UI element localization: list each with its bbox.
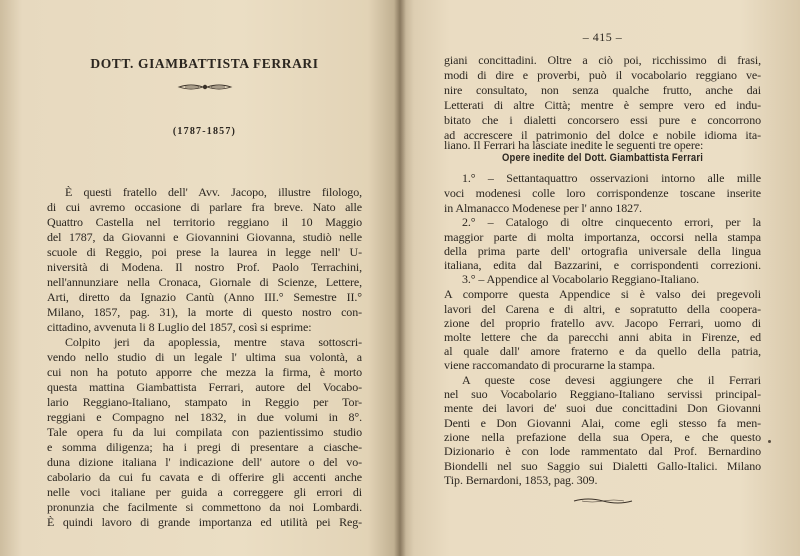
text-line: modi di dire e proverbi, può il vocabolario reggiano ve- — [444, 68, 761, 82]
text-line: cui non ha potuto apporre che mezza la firma, è morto — [47, 365, 362, 379]
text-line: bitato che i dialetti concorsero essi pure e concorrono — [444, 113, 761, 127]
text-line: del 1787, da Giovanni e Giovannini Giovanna, studiò nelle — [47, 230, 362, 244]
text-line: lario Reggiano-Italiano, stampato in Reggio per Tor- — [47, 395, 362, 409]
text-line: nelle voci italiane per guida a correggere gli errori di — [47, 485, 362, 499]
text-line: voci modenesi colle loro corrispondenze toscane inserite — [444, 186, 761, 200]
text-line: scuole di Reggio, poi prese la laurea in legge nell' U- — [47, 245, 362, 259]
text-line: Denti e Don Giovanni Alai, come egli stesso fa men- — [444, 416, 761, 430]
text-line: zione nella prefazione della sua Opera, e che questo — [444, 430, 761, 444]
text-line: zione del proprio fratello avv. Jacopo Ferrari, uomo di — [444, 316, 761, 330]
text-line: Letterati di altre Città; mentre è sempre vero ed indu- — [444, 98, 761, 112]
text-line: di cui avremo occasione di parlare fra breve. Nato alle — [47, 200, 362, 214]
life-dates: (1787-1857) — [172, 126, 237, 137]
text-line: Arti, diretto da Ignazio Cantù (Anno III.° Semestre II.° — [47, 290, 362, 304]
text-line: A queste cose devesi aggiungere che il Ferrari — [462, 373, 761, 387]
right-page — [400, 0, 800, 556]
text-line: Tale opera fu da lui compilata con pazientissimo studio — [47, 425, 362, 439]
text-line: giani concittadini. Oltre a ciò poi, ricchissimo di frasi, — [444, 53, 761, 67]
text-line: mente dei lavori de' suoi due concittadini Don Giovanni — [444, 401, 761, 415]
text-line: e somma diligenza; ha i pregi di presentare a ciasche- — [47, 440, 362, 454]
text-line: Dizionario è con lode rammentato dal Prof. Bernardino — [444, 444, 761, 458]
text-line: nire consultato, non senza qualche frutto, anche dai — [444, 83, 761, 97]
text-line: cabolario da cui fu cavata e di offerire gli accenti anche — [47, 470, 362, 484]
text-line: in Almanacco Modenese per l' anno 1827. — [444, 201, 642, 215]
page-number: – 415 – — [582, 30, 623, 44]
text-line: ad accrescere il patrimonio del dolce e nobile idioma ita- — [444, 128, 761, 142]
text-line: 1.° – Settantaquattro osservazioni intorno alle mille — [462, 171, 761, 185]
text-line: al quale dall' amore fraterno e da quello della patria, — [444, 344, 761, 358]
text-line: lavori del Carena e di altri, e sopratutto della coopera- — [444, 302, 761, 316]
text-line: reggiani e Compagno nel 1832, in due volumi in 8°. — [47, 410, 362, 424]
text-line: duna dizione italiana l' indicazione dell' autore o del vo- — [47, 455, 362, 469]
text-line: viene raccomandato di procurarne la stampa. — [444, 358, 655, 372]
text-line: Milano, 1857, pag. 31), la morte di questo nostro con- — [47, 305, 362, 319]
text-line: A comporre questa Appendice si è valso dei pregevoli — [444, 287, 761, 301]
text-line: 3.° – Appendice al Vocabolario Reggiano-Italiano. — [462, 272, 700, 286]
text-line: È questi fratello dell' Avv. Jacopo, illustre filologo, — [65, 185, 362, 199]
text-line: della prima parte dell' ortografia universale della lingua — [444, 244, 761, 258]
text-line: Tip. Bernardoni, 1853, pag. 309. — [444, 473, 598, 487]
text-line: Biondelli nel suo Saggio sui Dialetti Gallo-Italici. Milano — [444, 459, 761, 473]
text-line: maggior parte di molta importanza, occorsi nella stampa — [444, 230, 761, 244]
text-line: nel suo Vocabolario Reggiano-Italiano servissi principal- — [444, 387, 761, 401]
text-line: Quattro Castella nel territorio reggiano il 10 Maggio — [47, 215, 362, 229]
text-line: italiana, edita dal Bazzarini, e corrispondenti correzioni. — [444, 258, 761, 272]
text-line: vendo nello studio di un legale l' ultima sua volontà, a — [47, 350, 362, 364]
text-line: questa mattina Giambattista Ferrari, autore del Vocabo- — [47, 380, 362, 394]
ornament-flourish-icon — [572, 497, 634, 505]
text-line: nell'annunziare nella Cronaca, Giornale di Scienze, Lettere, — [47, 275, 362, 289]
text-line: Colpito jeri da apoplessia, mentre stava sottoscri- — [65, 335, 362, 349]
text-line: cittadino, avvenuta li 8 Luglio del 1857, così si esprime: — [47, 320, 312, 334]
text-line: niversità di Modena. Il nostro Prof. Paolo Terrachini, — [47, 260, 362, 274]
text-line: liano. Il Ferrari ha lasciate inedite le seguenti tre opere: — [444, 138, 704, 152]
paper-speck — [768, 440, 771, 443]
text-line: pronunzia che facilmente si commettono da noi Lombardi. — [47, 500, 362, 514]
text-line: molte lettere che da parecchi anni abita in Firenze, ed — [444, 330, 761, 344]
book-gutter — [394, 0, 406, 556]
section-heading: Opere inedite del Dott. Giambattista Ferrari — [501, 152, 704, 164]
article-title: DOTT. GIAMBATTISTA FERRARI — [90, 56, 319, 71]
text-line: È quindi lavoro di grande importanza ed utilità pei Reg- — [47, 515, 362, 529]
ornament-divider-icon — [177, 82, 233, 92]
text-line: 2.° – Catalogo di oltre cinquecento errori, per la — [462, 215, 761, 229]
